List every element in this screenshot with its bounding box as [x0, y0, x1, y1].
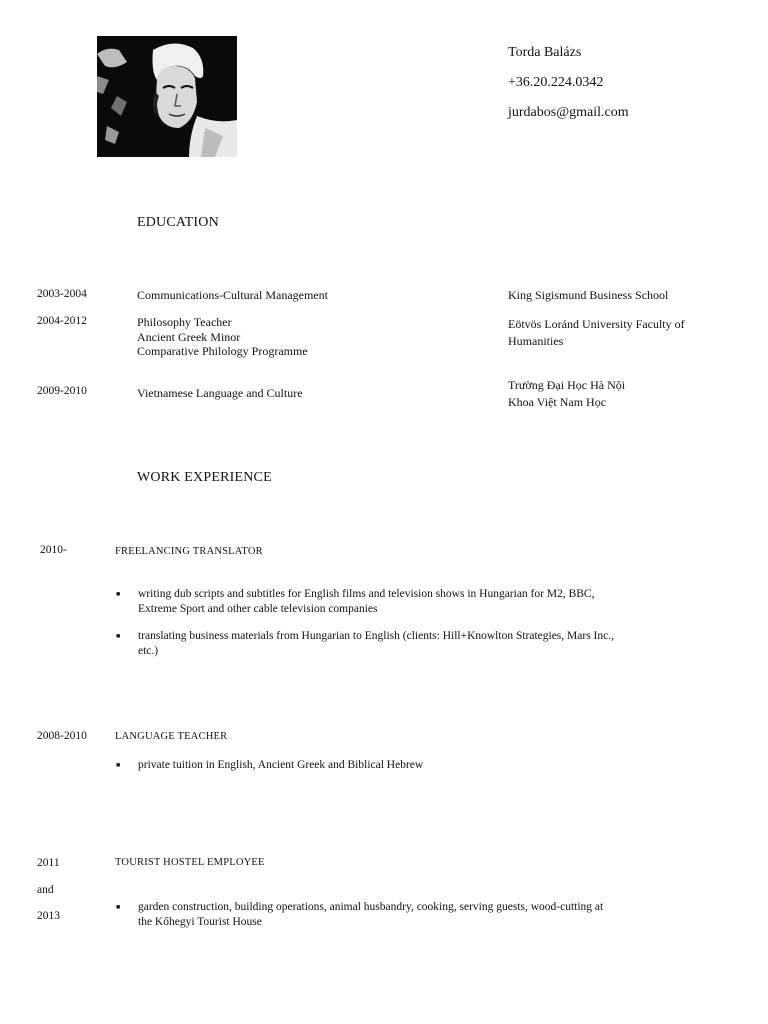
job-years: 2011 [37, 857, 60, 869]
job-years: 2010- [40, 544, 67, 556]
education-years: 2003-2004 [37, 288, 87, 300]
job-years: and [37, 884, 54, 896]
education-years: 2004-2012 [37, 315, 87, 327]
education-program: Philosophy Teacher Ancient Greek Minor Comparative Philology Programme [137, 315, 308, 358]
portrait-icon [97, 36, 237, 157]
education-program: Communications-Cultural Management [137, 288, 328, 302]
job-title: TOURIST HOSTEL EMPLOYEE [115, 857, 265, 868]
bullet-square-icon: ■ [116, 903, 121, 911]
job-years: 2008-2010 [37, 730, 87, 742]
contact-email: jurdabos@gmail.com [508, 105, 629, 120]
job-bullet: ■ translating business materials from Hungarian to English (clients: Hill+Knowlton Strategies, Mars Inc., etc.) [116, 630, 614, 657]
job-bullet: ■ garden construction, building operations, animal husbandry, cooking, serving guests, wood-cutting at the Kőhegyi Tourist House [116, 901, 604, 928]
job-title: FREELANCING TRANSLATOR [115, 546, 263, 557]
contact-phone: +36.20.224.0342 [508, 75, 604, 90]
education-years: 2009-2010 [37, 385, 87, 397]
bullet-square-icon: ■ [116, 590, 121, 598]
education-program: Vietnamese Language and Culture [137, 386, 303, 400]
education-institution: Trường Đại Học Hà Nội Khoa Việt Nam Học [508, 378, 626, 409]
education-institution: Eötvös Loránd University Faculty of Humanities [508, 317, 685, 348]
job-bullet: ■ private tuition in English, Ancient Greek and Biblical Hebrew [116, 759, 424, 771]
education-heading: EDUCATION [137, 215, 219, 230]
job-years: 2013 [37, 910, 60, 922]
contact-name: Torda Balázs [508, 45, 582, 60]
work-experience-heading: WORK EXPERIENCE [137, 470, 272, 485]
job-bullet: ■ writing dub scripts and subtitles for English films and television shows in Hungarian for M2, BBC, Extreme Sport and other cable television companies [116, 588, 595, 615]
bullet-square-icon: ■ [116, 761, 121, 769]
bullet-square-icon: ■ [116, 632, 121, 640]
job-title: LANGUAGE TEACHER [115, 731, 228, 742]
education-institution: King Sigismund Business School [508, 288, 669, 302]
portrait-photo [97, 36, 237, 157]
